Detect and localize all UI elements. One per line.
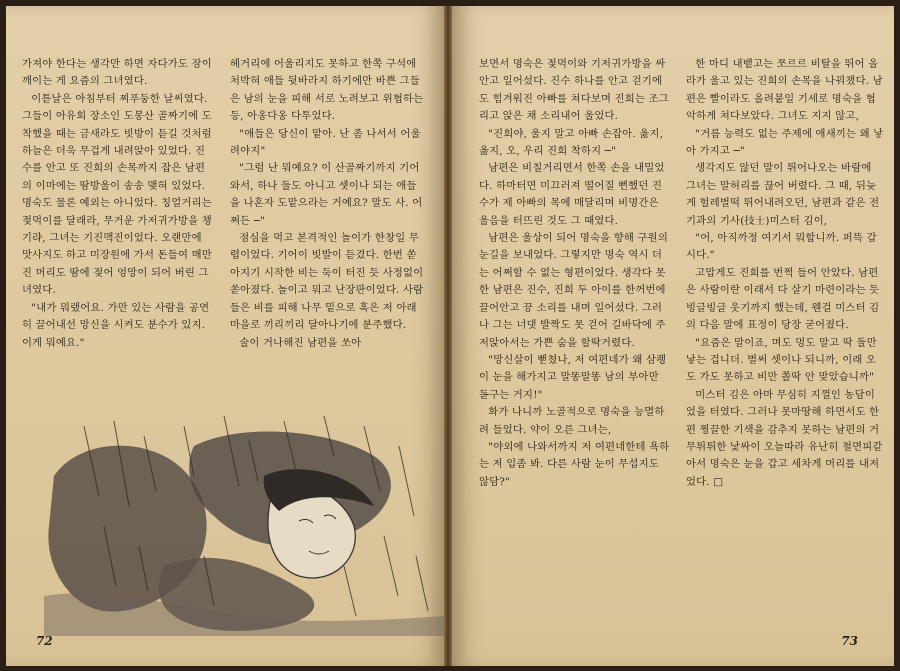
paragraph: 고맙게도 진희를 번쩍 들어 안았다. 남편은 사람이란 이래서 다 살기 마련이라는 듯 빙글빙글 웃기까지 했는데, 웬걸 미스터 김의 다음 말에 표정이 당장 굳어졌다. [686, 266, 880, 332]
page-number-right: 73 [841, 634, 858, 648]
left-column-2 [230, 56, 426, 352]
paragraph: 점심을 먹고 본격적인 놀이가 한창일 무렵이었다. 기어이 빗발이 듣겼다. 한번 쏟아지기 시작한 비는 둑이 터진 듯 사정없이 쏟아졌다. 놀이고 뭐고 난장판이었다. 사람들은 비를 피해 나무 밑으로 혹은 저 아래 마을로 끼리끼리 달아나기에 분주했다. [230, 232, 424, 332]
paragraph: 한 마디 내뱉고는 쪼르르 비탈을 뛰어 올라가 울고 있는 진희의 손목을 나꿔챘다. 남편은 빨이라도 올려붙일 기세로 명숙을 협악하게 쳐다보았다. 그녀도 지지 않고, [686, 58, 883, 123]
paragraph: 보면서 명숙은 젖먹이와 기저귀가방을 싸안고 일어섰다. 진수 하나를 안고 걷기에도 힘겨워진 아빠를 쳐다보며 진희는 조그리고 앉은 채 소리내어 울었다. [479, 58, 669, 123]
paragraph: "거름 능력도 없는 주제에 애새끼는 왜 낳아 가지고 ─" [686, 127, 884, 158]
book-gutter [444, 6, 452, 666]
paragraph: 남편은 울상이 되어 명숙을 향해 구원의 눈길을 보내었다. 그렇지만 명숙 역시 더는 어쩌할 수 없는 형편이었다. 생각다 못한 남편은 진수, 진희 두 아이를 한꺼번에 끌어안고 끙 소리를 내며 일어섰다. 그러나 그는 너댓 발짝도 못 걷어 길바닥에 주저앉아서는 가쁜 숨을 할딱거렸다. [479, 232, 668, 349]
right-column-2 [686, 56, 884, 491]
paragraph: 생각지도 않던 말이 튀어나오는 바람에 그녀는 말허리를 끊어 버렸다. 그 때, 뒤늦게 헐레벌떡 뛰어내려오던, 남편과 같은 전기과의 기사(技士)미스터 김이, [686, 162, 880, 227]
paragraph: "애들은 당신이 맡아. 난 좀 나서서 어울려야지" [230, 127, 421, 158]
paragraph: "야외에 나와서까지 저 여편네한테 욕하는 저 입좀 봐. 다른 사람 눈이 무섭지도 않담?" [479, 440, 670, 488]
paragraph: "그럼 난 뭐예요? 이 산골짜기까지 기어와서, 하나 둘도 아니고 셋이나 되는 애들을 나혼자 도맡으라는 거예요? 말도 사. 어쩌든 ─" [230, 162, 423, 227]
paragraph: 가져야 한다는 생각만 하면 자다가도 잠이 깨이는 게 요즘의 그녀였다. [22, 58, 212, 88]
paragraph: 헤거리에 어울리지도 못하고 한쪽 구석에 처박혀 애들 뒷바라지 하기에만 바쁜 그들은 남의 눈을 피해 서로 노려보고 위협하는 등, 아옹다옹 다투었다. [230, 58, 424, 123]
paragraph: 화가 나니까 노골적으로 명숙을 능멸하려 들었다. 약이 오른 그녀는, [479, 406, 665, 436]
paragraph: 술이 거나해진 남편을 쏘아 [239, 336, 362, 349]
paragraph: 이튿날은 아침부터 찌푸둥한 날씨였다. 그들이 아유회 장소인 도봉산 골짜기에 도착했을 때는 금새라도 빗방이 듣길 것처럼 하늘은 더욱 무겁게 내려앉아 있었다. 진수를 안고 또 진희의 손목까지 잡은 남편의 이마에는 땀방울이 송송 맺혀 있었다. 명숙도 물론 예외는 아니었다. 칭얼거리는 젖먹이를 달래라, 무거운 가저귀가방을 챙기랴, 그녀는 기진맥진이었다. 오랜만에 맛사지도 하고 미장원에 가서 돈들여 매만진 머리도 땀에 젖어 엉망이 되어 버린 그녀였다. [22, 92, 212, 297]
paragraph: "요즘은 말이죠, 며도 멍도 말고 딱 둘만 낳는 겁니더. 벌써 셋이나 되니까, 이래 오도 가도 못하고 비만 쫄딱 안 맞았습니까" [686, 336, 877, 384]
left-page [6, 6, 444, 666]
paragraph: 남편은 비칠거리면서 한쪽 손을 내밀었다. 하마터면 미끄러져 떨어질 뻔했던 진수가 제 아빠의 목에 매달리며 비명간은 울음을 터뜨린 것도 그 때였다. [479, 162, 665, 227]
paragraph: "내가 뭐랬어요. 가만 있는 사람을 공연히 끌어내선 망신을 시켜도 분수가 있지. 이게 뭐예요." [22, 301, 210, 349]
paragraph: "망신살이 뻗쳤나, 저 여편네가 왜 삼쾡이 눈을 해가지고 말똥말똥 남의 부아만 돋구는 거지!" [479, 353, 667, 401]
rain-illustration [44, 416, 444, 636]
left-column-1 [22, 56, 215, 352]
paragraph: 미스터 김은 아마 무심히 지껄인 농담이었을 터였다. 그러나 못마땅해 하면서도 한편 찡끌한 기색을 감추지 못하는 남편의 거무튀튀한 낯싸이 오늘따라 유난히 철면피같아서 명숙은 눈을 갑고 세차게 머리를 내저었다. □ [686, 388, 883, 488]
paragraph: "어, 아직까정 여기서 뭐합니까. 퍼뜩 갑시다." [686, 232, 877, 262]
paragraph: "진희야, 울지 말고 아빠 손잡아. 옳지, 옳지, 오, 우리 진희 착하지 ─" [479, 127, 664, 158]
right-column-1 [479, 56, 672, 491]
right-page [452, 6, 894, 666]
page-number-left: 72 [36, 634, 53, 648]
